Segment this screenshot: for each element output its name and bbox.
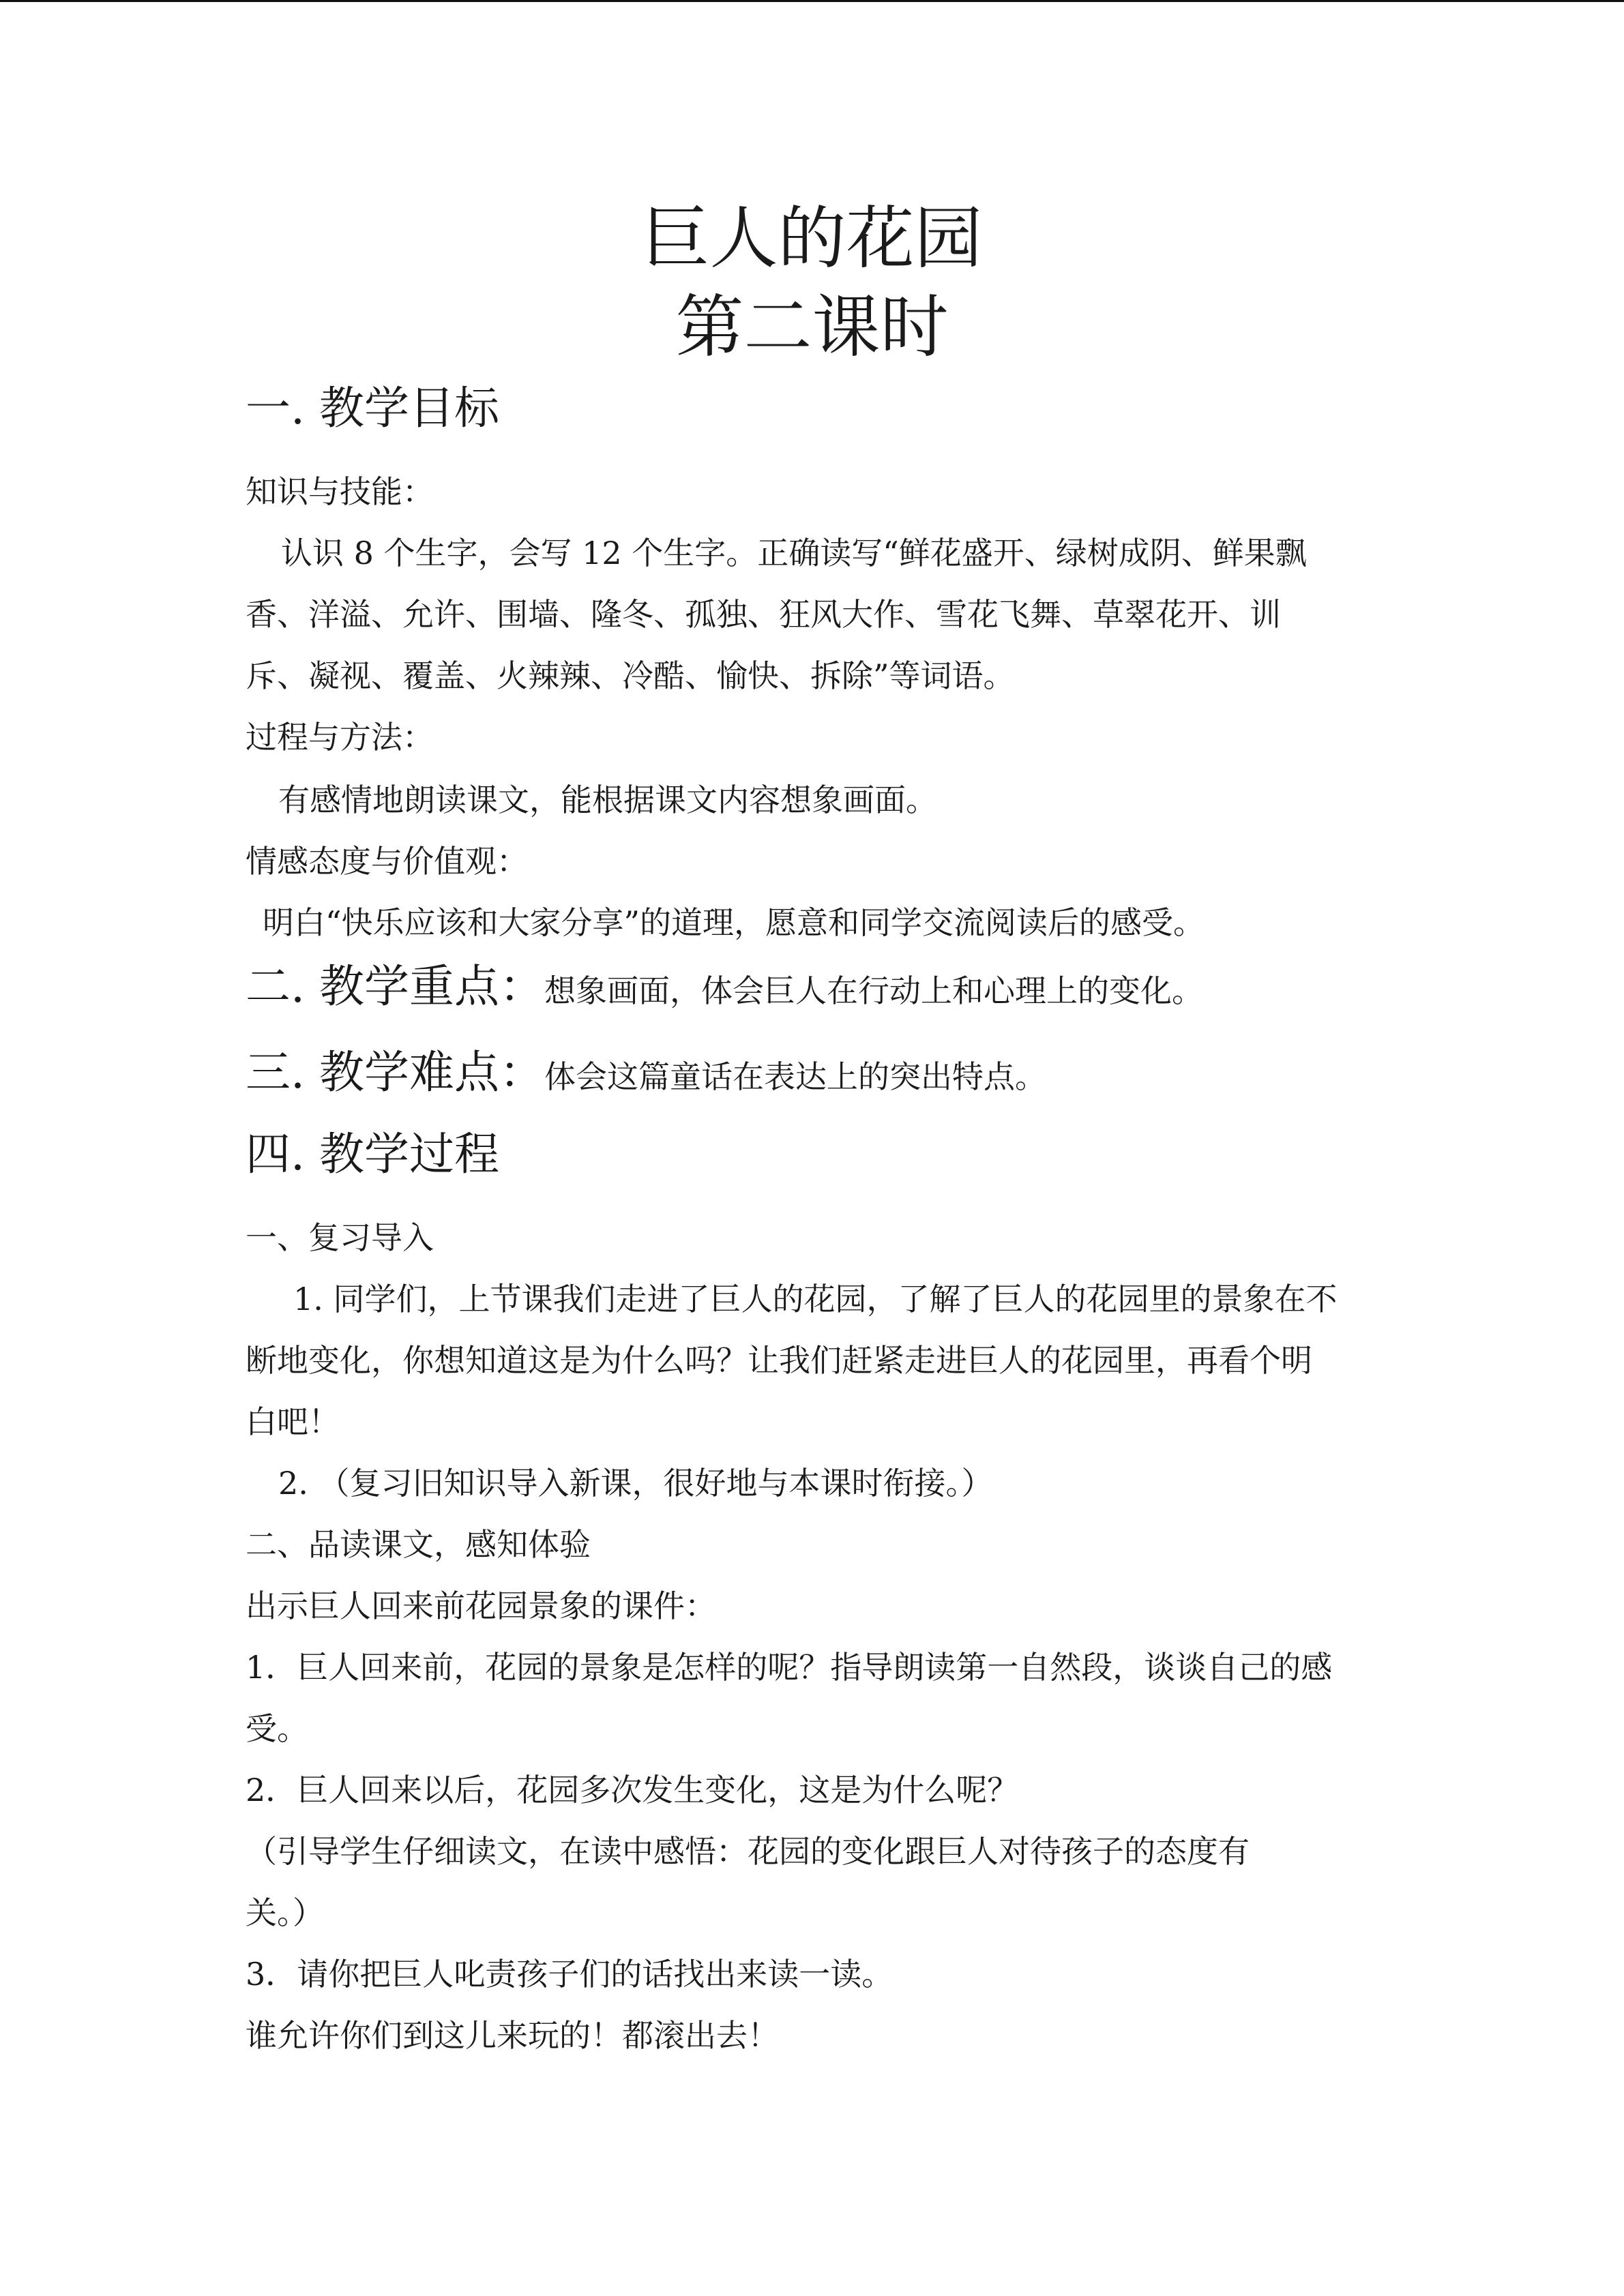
label-process-method: 过程与方法： [246,719,434,756]
step-reading-2-note-line-2: 关。） [246,1894,324,1931]
section-key-points [246,960,1203,1013]
step-review-1-line-2: 断地变化，你想知道这是为什么吗？让我们赶紧走进巨人的花园里，再看个明 [246,1342,1312,1379]
step-reading-3: 3．请你把巨人叱责孩子们的话找出来读一读。 [246,1956,894,1993]
label-emotion-values: 情感态度与价值观： [246,843,528,880]
skill-line-3: 斥、凝视、覆盖、火辣辣、冷酷、愉快、拆除”等词语。 [246,657,1015,694]
skill-line-2: 香、洋溢、允许、围墙、隆冬、孤独、狂风大作、雪花飞舞、草翠花开、训 [246,596,1281,633]
section-heading-process: 四. 教学过程 [246,1128,499,1180]
section-heading-key-points: 二. 教学重点： [246,960,544,1013]
step-reading-2: 2．巨人回来以后，花园多次发生变化，这是为什么呢？ [246,1772,1019,1808]
key-points-text: 想象画面，体会巨人在行动上和心理上的变化。 [544,972,1203,1009]
giant-scolding-quote: 谁允许你们到这儿来玩的！都滚出去！ [246,2017,779,2054]
skill-line-1: 认识 8 个生字，会写 12 个生字。正确读写“鲜花盛开、绿树成阴、鲜果飘 [281,535,1307,571]
emotion-line-1: 明白“快乐应该和大家分享”的道理，愿意和同学交流阅读后的感受。 [263,904,1205,941]
step-review-heading: 一、复习导入 [246,1219,434,1256]
document-subtitle: 第二课时 [675,287,949,367]
step-review-1-line-1: 1. 同学们，上节课我们走进了巨人的花园，了解了巨人的花园里的景象在不 [293,1281,1338,1317]
step-reading-intro: 出示巨人回来前花园景象的课件： [246,1587,716,1624]
top-border-line [0,0,1624,2]
step-reading-2-note-line-1: （引导学生仔细读文，在读中感悟：花园的变化跟巨人对待孩子的态度有 [246,1833,1250,1870]
process-line-1: 有感情地朗读课文，能根据课文内容想象画面。 [278,781,937,818]
difficulties-text: 体会这篇童话在表达上的突出特点。 [544,1058,1046,1095]
step-review-1-line-3: 白吧！ [246,1403,340,1440]
step-review-2: 2. （复习旧知识导入新课，很好地与本课时衔接。） [278,1465,993,1502]
section-heading-objectives: 一. 教学目标 [246,382,499,434]
step-reading-1-line-1: 1．巨人回来前，花园的景象是怎样的呢？指导朗读第一自然段，谈谈自己的感 [246,1649,1333,1686]
section-difficulties [246,1046,1046,1099]
step-reading-heading: 二、品读课文，感知体验 [246,1526,591,1563]
label-knowledge-skills: 知识与技能： [246,473,434,510]
section-heading-difficulties: 三. 教学难点： [246,1046,544,1099]
document-title: 巨人的花园 [641,198,983,278]
step-reading-1-line-2: 受。 [246,1710,308,1747]
